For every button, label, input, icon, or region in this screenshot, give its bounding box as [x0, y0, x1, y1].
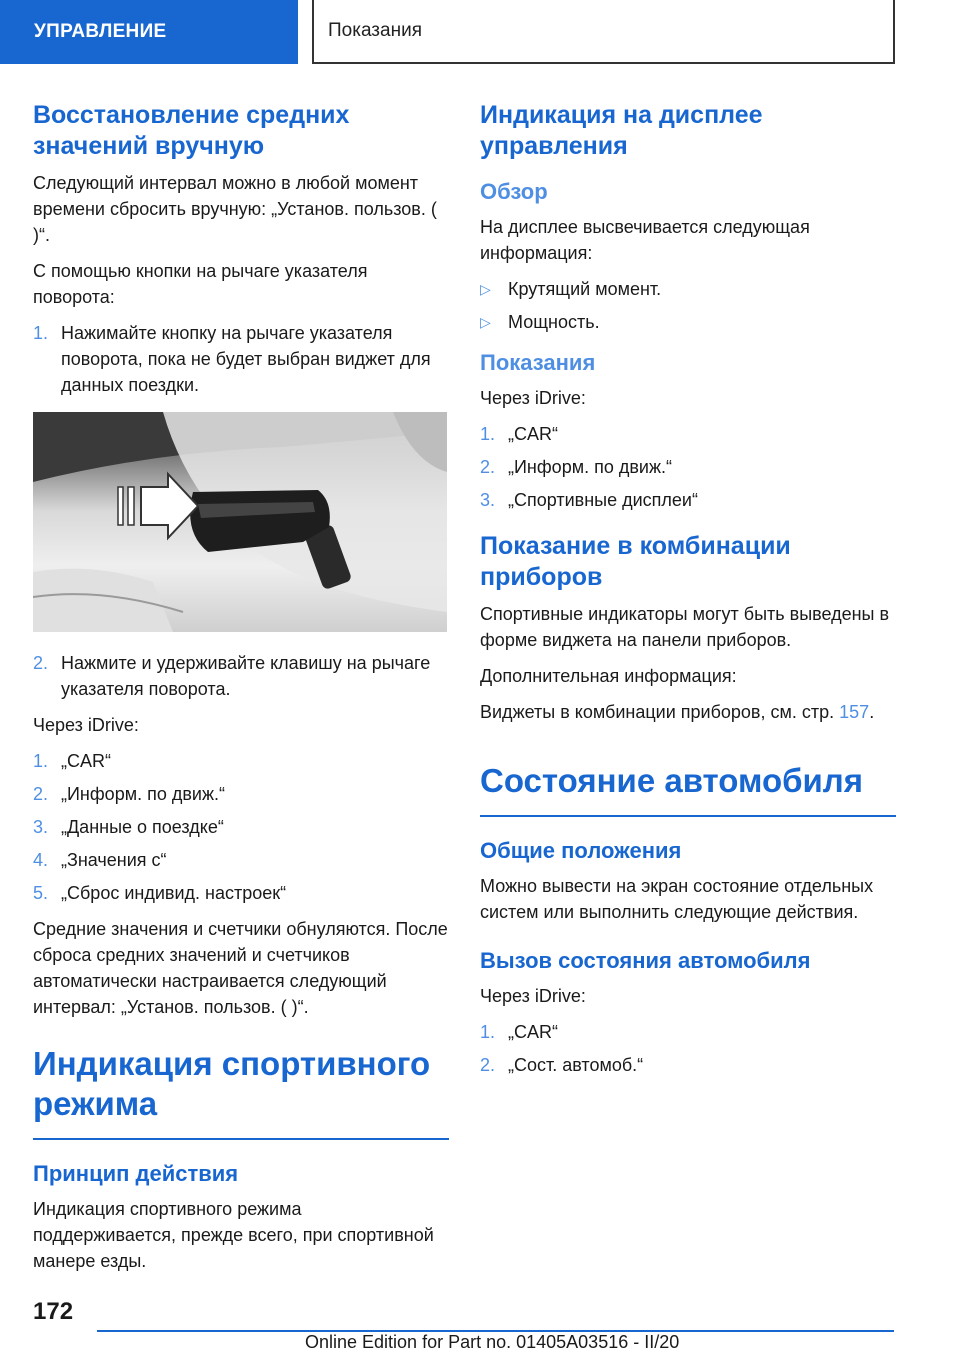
list-item	[33, 748, 449, 774]
call-steps	[480, 1019, 896, 1078]
step-text: „CAR“	[61, 751, 111, 771]
triangle-bullet-icon: ▷	[480, 281, 491, 297]
header-section-tab	[0, 0, 298, 64]
step-number: 3.	[480, 490, 496, 510]
header-chapter-label: Показания	[328, 20, 422, 41]
list-item	[480, 487, 896, 513]
list-item	[480, 276, 896, 302]
item-text: Мощность.	[508, 312, 600, 332]
overview-title: Обзор	[480, 179, 548, 204]
step-text: „Сост. автомоб.“	[508, 1055, 644, 1075]
lever-drawing	[33, 412, 447, 632]
call-status-title: Вызов состояния автомобиля	[480, 948, 811, 973]
list-item	[480, 309, 896, 335]
reset-intro: Следующий интервал можно в любой момент времени сбросить вручную: „Установ. пользов. ( )“.	[33, 173, 437, 245]
widgets-end: .	[869, 702, 875, 722]
step-text: „CAR“	[508, 1022, 558, 1042]
reset-lever-text: С помощью кнопки на рычаге указателя поворота:	[33, 261, 368, 307]
step-number: 1.	[33, 751, 49, 771]
list-item	[480, 1019, 896, 1045]
list-item	[33, 650, 449, 702]
header-chapter-tab	[312, 0, 895, 64]
turn-signal-lever-illustration	[33, 412, 447, 632]
edition-text: Online Edition for Part no. 01405A03516 - II/20	[305, 1332, 680, 1352]
display-title: Индикация на дисплее управления	[480, 101, 763, 160]
step-text: „Спортивные дисплеи“	[508, 490, 698, 510]
step-number: 2.	[33, 653, 49, 673]
cluster-title: Показание в комбинации приборов	[480, 532, 791, 591]
step-number: 1.	[480, 424, 496, 444]
sport-mode-title: Индикация спортивного режима	[33, 1044, 449, 1140]
readings-title: Показания	[480, 350, 596, 375]
lever-steps-b	[33, 650, 449, 702]
list-item	[33, 880, 449, 906]
step-text: „Информ. по движ.“	[508, 457, 672, 477]
page-link[interactable]: 157	[839, 702, 870, 722]
step-number: 1.	[33, 323, 49, 343]
call-idrive-label: Через iDrive:	[480, 986, 586, 1006]
readings-steps	[480, 421, 896, 513]
overview-text: На дисплее высвечивается следующая информация:	[480, 217, 810, 263]
list-item	[480, 1052, 896, 1078]
step-number: 5.	[33, 883, 49, 903]
list-item	[480, 454, 896, 480]
triangle-bullet-icon: ▷	[480, 314, 491, 330]
header-section-label: УПРАВЛЕНИЕ	[34, 21, 167, 42]
right-column	[480, 100, 896, 1088]
step-text: „Значения с“	[61, 850, 167, 870]
list-item	[33, 814, 449, 840]
step-text: „CAR“	[508, 424, 558, 444]
cluster-text: Спортивные индикаторы могут быть выведены в форме виджета на панели приборов.	[480, 604, 890, 650]
lever-steps-a	[33, 320, 449, 398]
step-text: „Информ. по движ.“	[61, 784, 225, 804]
step-number: 2.	[480, 1055, 496, 1075]
idrive-steps	[33, 748, 449, 906]
readings-idrive-label: Через iDrive:	[480, 388, 586, 408]
item-text: Крутящий момент.	[508, 279, 662, 299]
overview-list	[480, 276, 896, 335]
step-number: 4.	[33, 850, 49, 870]
idrive-label: Через iDrive:	[33, 715, 139, 735]
list-item	[33, 781, 449, 807]
more-info-label: Дополнительная информация:	[480, 666, 737, 686]
list-item	[33, 320, 449, 398]
vehicle-status-title: Состояние автомобиля	[480, 761, 896, 817]
step-number: 3.	[33, 817, 49, 837]
step-text: „Сброс индивид. настроек“	[61, 883, 287, 903]
list-item	[33, 847, 449, 873]
step-text: Нажмите и удерживайте клавишу на рычаге указателя поворота.	[61, 653, 431, 699]
list-item	[480, 421, 896, 447]
step-text: „Данные о поездке“	[61, 817, 224, 837]
principle-title: Принцип действия	[33, 1161, 239, 1186]
page-number: 172	[33, 1298, 74, 1325]
principle-text: Индикация спортивного режима поддерживается, прежде всего, при спортивной манере езды.	[33, 1199, 434, 1271]
widgets-text: Виджеты в комбинации приборов, см. стр.	[480, 702, 835, 722]
reset-title: Восстановление средних значений вручную	[33, 101, 350, 160]
reset-result: Средние значения и счетчики обнуляются. После сброса средних значений и счетчиков автоматически настраивается следующий интервал: „Установ. пользов. ( )“.	[33, 919, 448, 1017]
step-number: 1.	[480, 1022, 496, 1042]
step-text: Нажимайте кнопку на рычаге указателя поворота, пока не будет выбран виджет для данных поездки.	[61, 323, 431, 395]
left-column	[33, 100, 449, 1284]
general-title: Общие положения	[480, 838, 682, 863]
widgets-reference	[480, 699, 896, 725]
general-text: Можно вывести на экран состояние отдельных систем или выполнить следующие действия.	[480, 876, 874, 922]
step-number: 2.	[33, 784, 49, 804]
step-number: 2.	[480, 457, 496, 477]
